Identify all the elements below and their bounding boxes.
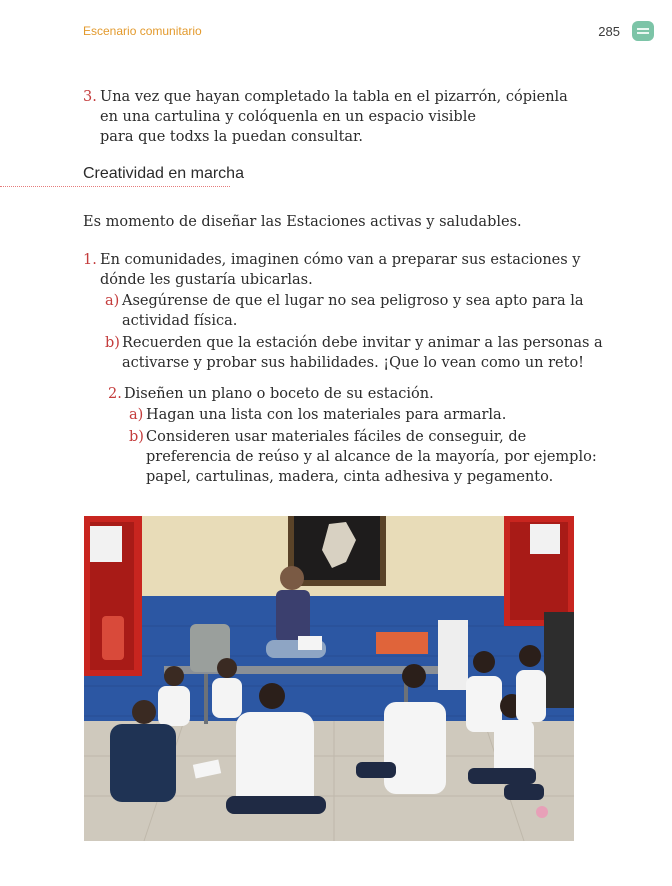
item-3-line-3: para que todxs la puedan consultar. bbox=[100, 129, 363, 145]
classroom-photo bbox=[84, 516, 574, 841]
running-header: Escenario comunitario bbox=[83, 24, 202, 38]
step-1a-letter: a) bbox=[105, 293, 120, 309]
section-intro: Es momento de diseñar las Estaciones activas y saludables. bbox=[83, 214, 522, 230]
step-1b-line-1: Recuerden que la estación debe invitar y animar a las personas a bbox=[122, 335, 603, 351]
step-2b-line-2: preferencia de reúso y al alcance de la mayoría, por ejemplo: bbox=[146, 449, 597, 465]
step-2b-line-3: papel, cartulinas, madera, cinta adhesiva y pegamento. bbox=[146, 469, 554, 485]
step-1-number: 1. bbox=[83, 252, 97, 268]
step-1-line-1: En comunidades, imaginen cómo van a preparar sus estaciones y bbox=[100, 252, 581, 268]
section-divider bbox=[0, 186, 230, 187]
step-1-line-2: dónde les gustaría ubicarlas. bbox=[100, 272, 313, 288]
item-3-number: 3. bbox=[83, 89, 97, 105]
item-3-line-2: en una cartulina y colóquenla en un espacio visible bbox=[100, 109, 476, 125]
page-number: 285 bbox=[598, 24, 620, 39]
item-3-line-1: Una vez que hayan completado la tabla en el pizarrón, cópienla bbox=[100, 89, 568, 105]
step-2a-letter: a) bbox=[129, 407, 144, 423]
step-1b-line-2: activarse y probar sus habilidades. ¡Que lo vean como un reto! bbox=[122, 355, 585, 371]
step-1b-letter: b) bbox=[105, 335, 120, 351]
step-1a-line-1: Asegúrense de que el lugar no sea peligroso y sea apto para la bbox=[122, 293, 584, 309]
step-2-number: 2. bbox=[108, 386, 122, 402]
book-stack-icon bbox=[632, 21, 654, 41]
step-2-line-1: Diseñen un plano o boceto de su estación. bbox=[124, 386, 434, 402]
classroom-photo-illustration bbox=[84, 516, 574, 841]
step-2a-line-1: Hagan una lista con los materiales para armarla. bbox=[146, 407, 507, 423]
section-title: Creatividad en marcha bbox=[83, 165, 244, 182]
step-2b-line-1: Consideren usar materiales fáciles de conseguir, de bbox=[146, 429, 527, 445]
step-2b-letter: b) bbox=[129, 429, 144, 445]
step-1a-line-2: actividad física. bbox=[122, 313, 238, 329]
